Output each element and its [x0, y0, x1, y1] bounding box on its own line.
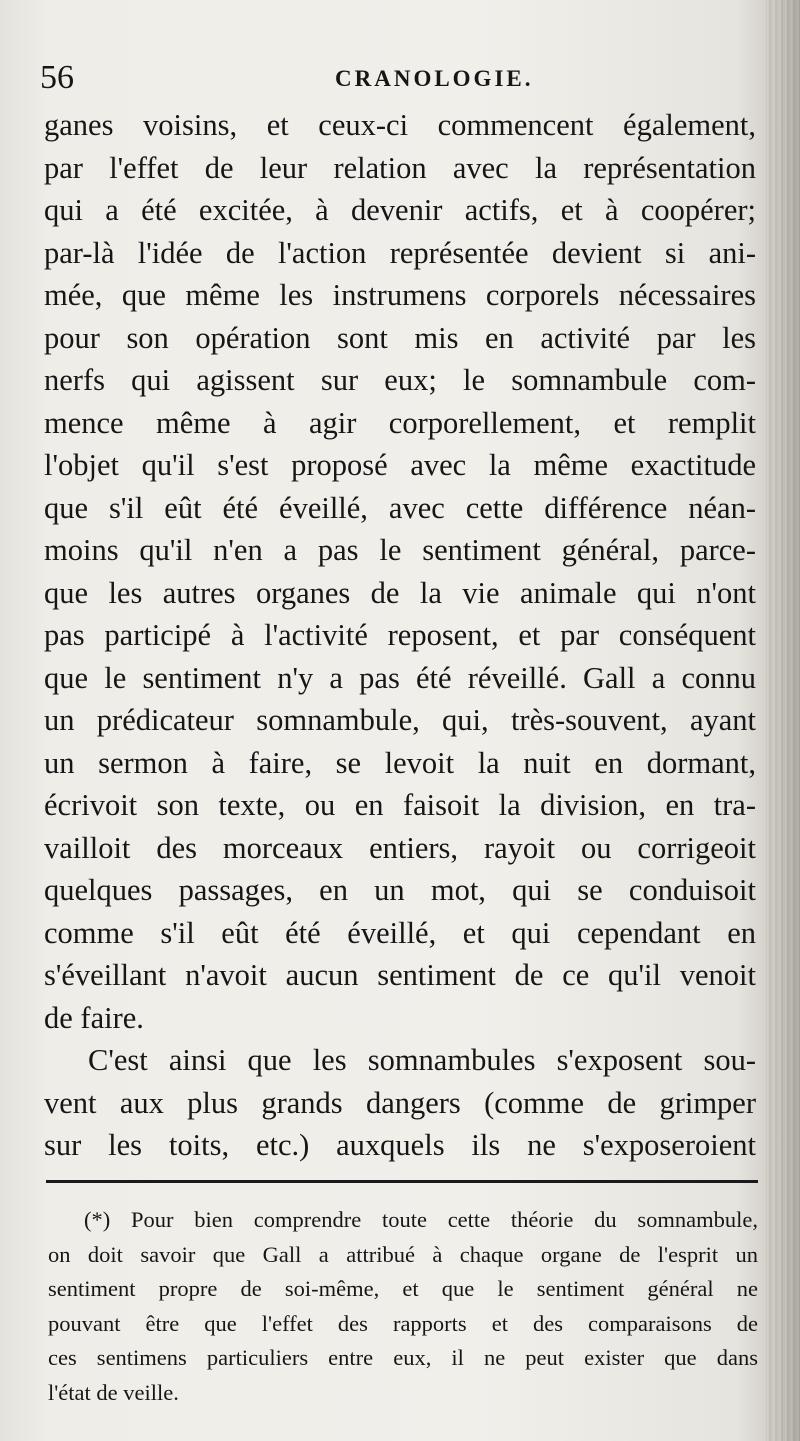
text-line: par-là l'idée de l'action représentée devient si ani- — [44, 235, 756, 270]
text-line: sur les toits, etc.) auxquels ils ne s'exposeroient — [44, 1128, 756, 1162]
page-header — [40, 58, 760, 98]
text-line: moins qu'il n'en a pas le sentiment général, parce- — [44, 533, 756, 567]
text-line: s'éveillant n'avoit aucun sentiment de ce qu'il venoit — [44, 958, 756, 992]
text-line: pour son opération sont mis en activité par les — [44, 320, 756, 355]
text-line: un prédicateur somnambule, qui, très-souvent, ayant — [44, 703, 756, 737]
text-line: que s'il eût été éveillé, avec cette différence néan- — [44, 490, 756, 525]
footnote-rule — [46, 1180, 758, 1183]
text-line: mée, que même les instrumens corporels nécessaires — [44, 278, 756, 312]
text-line: écrivoit son texte, ou en faisoit la division, en tra- — [44, 788, 756, 822]
text-line: l'objet qu'il s'est proposé avec la même exactitude — [44, 448, 756, 482]
footnote-line: pouvant être que l'effet des rapports et des comparaisons de — [48, 1310, 758, 1336]
text-line: un sermon à faire, se levoit la nuit en dormant, — [44, 745, 756, 780]
text-line: quelques passages, en un mot, qui se conduisoit — [44, 873, 756, 907]
text-line: par l'effet de leur relation avec la représentation — [44, 150, 756, 185]
text-line: ganes voisins, et ceux-ci commencent également, — [44, 108, 756, 142]
text-line: que le sentiment n'y a pas été réveillé. Gall a connu — [44, 660, 756, 695]
text-line: que les autres organes de la vie animale qui n'ont — [44, 575, 756, 610]
text-line: comme s'il eût été éveillé, et qui cependant en — [44, 915, 756, 950]
text-line: vent aux plus grands dangers (comme de grimper — [44, 1085, 756, 1120]
text-line: C'est ainsi que les somnambules s'exposent sou- — [88, 1043, 756, 1077]
main-text — [44, 104, 756, 1167]
footnote-line: ces sentimens particuliers entre eux, il ne peut exister que dans — [48, 1345, 758, 1371]
footnote-line: sentiment propre de soi-même, et que le sentiment général ne — [48, 1276, 758, 1302]
text-line: vailloit des morceaux entiers, rayoit ou corrigeoit — [44, 830, 756, 865]
text-line: nerfs qui agissent sur eux; le somnambule com- — [44, 363, 756, 397]
footnote-line: on doit savoir que Gall a attribué à chaque organe de l'esprit un — [48, 1241, 758, 1267]
page-number: 56 — [40, 59, 74, 96]
text-line: de faire. — [44, 1000, 144, 1035]
text-line: pas participé à l'activité reposent, et par conséquent — [44, 618, 756, 652]
text-line: qui a été excitée, à devenir actifs, et à coopérer; — [44, 193, 756, 227]
running-title: CRANOLOGIE. — [335, 66, 534, 91]
page-edge — [766, 0, 800, 1441]
footnote-line: l'état de veille. — [48, 1379, 179, 1405]
footnote-line: (*) Pour bien comprendre toute cette théorie du somnambule, — [84, 1207, 758, 1232]
text-line: mence même à agir corporellement, et remplit — [44, 405, 756, 440]
footnote — [48, 1203, 758, 1411]
